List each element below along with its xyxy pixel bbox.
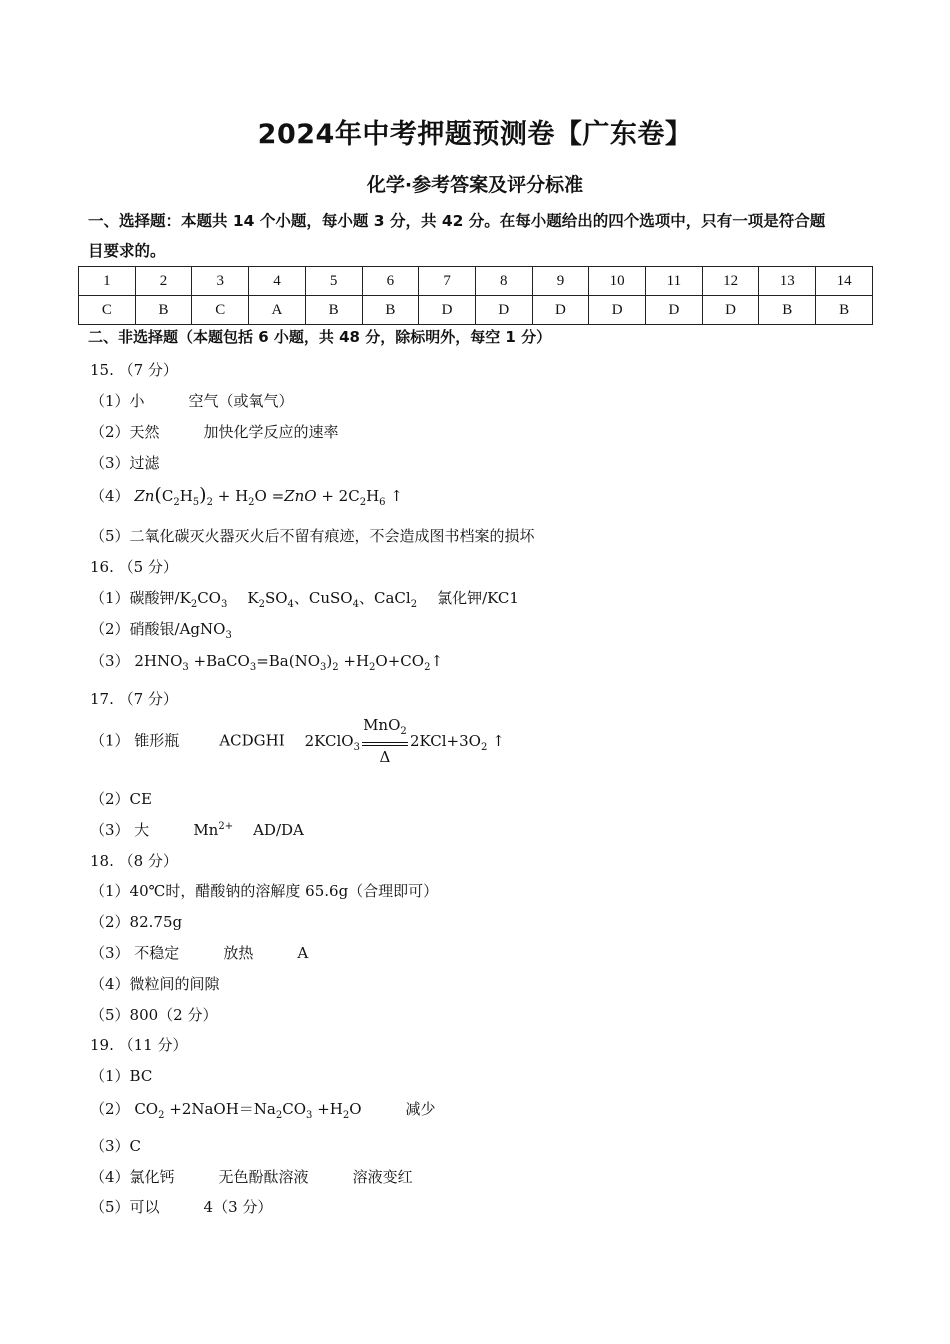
q19-2-tail: 减少	[405, 1100, 436, 1118]
q17-1-part-b: ACDGHI	[219, 731, 285, 750]
q17-heading: 17. （7 分）	[90, 690, 178, 708]
q16-1-label: （1）碳酸钾/K	[90, 589, 191, 607]
answer-cell: D	[589, 296, 646, 325]
question-number-cell: 5	[305, 267, 362, 296]
answer-cell: B	[816, 296, 873, 325]
q19-5-part-b: 4（3 分）	[203, 1198, 273, 1216]
q15-2-part-b: 加快化学反应的速率	[203, 423, 339, 441]
q19-answer-4	[90, 1166, 413, 1187]
q17-answer-2: （2）CE	[90, 790, 152, 808]
q19-2-equation: $CO_2$ $+2NaOH=Na_2CO_3 +H_2O$	[134, 1100, 362, 1121]
question-number-cell: 3	[192, 267, 249, 296]
q19-answer-5	[90, 1196, 272, 1217]
q19-4-part-b: 无色酚酞溶液	[218, 1168, 309, 1186]
q17-3-part-c: AD/DA	[253, 821, 304, 839]
q19-answer-3: （3）C	[90, 1137, 142, 1155]
q16-answer-1: （1）碳酸钾$/K_2CO_3$ $K_2SO_4$、CuSO$_4$、CaCl$_2$ 氯化钾/KC1	[90, 589, 519, 610]
q15-4-equation: $Zn(C_2H_5)_2 + H_2O =ZnO + 2C_2H_6$ ↑	[134, 484, 403, 508]
q19-2-label: （2）	[90, 1100, 130, 1118]
q19-5-part-a: （5）可以	[90, 1198, 160, 1216]
q18-3-part-a: （3） 不稳定	[90, 944, 180, 962]
q16-answer-3	[90, 650, 443, 673]
answer-cell: A	[249, 296, 306, 325]
section2-heading: 二、非选择题（本题包括 6 小题，共 48 分，除标明外，每空 1 分）	[88, 328, 552, 346]
answer-cell: B	[759, 296, 816, 325]
q19-answer-2	[90, 1098, 436, 1121]
section1-instructions-line1: 一、选择题：本题共 14 个小题，每小题 3 分，共 42 分。在每小题给出的四个选项中，只有一项是符合题	[88, 212, 826, 230]
question-number-cell: 1	[79, 267, 136, 296]
question-number-cell: 7	[419, 267, 476, 296]
answer-cell: D	[646, 296, 703, 325]
q15-answer-4	[90, 484, 403, 508]
question-number-cell: 13	[759, 267, 816, 296]
q18-answer-2: （2）82.75g	[90, 913, 183, 931]
q16-3-equation: $2HNO_3$ $+BaCO_3=Ba(NO_3)_2$ $+H_2O+CO_2↑$	[134, 652, 444, 673]
q18-heading: 18. （8 分）	[90, 852, 178, 870]
page-title: 2024年中考押题预测卷【广东卷】	[257, 119, 693, 150]
answer-table-answer-row	[79, 296, 873, 325]
q17-1-equation: 2KClO$_3$ $\frac{MnO_2}{\Delta}$ $2KCl+3O_2$ ↑	[304, 716, 505, 766]
question-number-cell: 2	[135, 267, 192, 296]
section1-instructions-line2: 目要求的。	[88, 242, 166, 260]
answer-cell: D	[532, 296, 589, 325]
q18-answer-3	[90, 942, 308, 963]
question-number-cell: 8	[475, 267, 532, 296]
answer-cell: D	[475, 296, 532, 325]
q17-answer-3: （3） 大 $Mn^{2+}$ AD/DA	[90, 821, 304, 839]
q17-3-part-a: （3） 大	[90, 821, 150, 839]
answer-cell: B	[305, 296, 362, 325]
q19-4-part-c: 溶液变红	[352, 1168, 413, 1186]
answer-cell: C	[192, 296, 249, 325]
q18-3-part-c: A	[297, 944, 309, 962]
question-number-cell: 9	[532, 267, 589, 296]
q17-catalyst: MnO	[363, 716, 401, 734]
q15-answer-1	[90, 390, 294, 411]
q17-1-part-a: （1） 锥形瓶	[90, 731, 180, 750]
q15-1-part-b: 空气（或氧气）	[188, 392, 294, 410]
answer-cell: D	[419, 296, 476, 325]
q17-heat-symbol: Δ	[379, 748, 391, 766]
q15-answer-2	[90, 421, 339, 442]
answer-cell: B	[135, 296, 192, 325]
q17-answer-1	[90, 716, 505, 767]
q19-answer-1: （1）BC	[90, 1067, 153, 1085]
question-number-cell: 12	[702, 267, 759, 296]
question-number-cell: 10	[589, 267, 646, 296]
answer-table	[78, 266, 873, 325]
section1-instructions	[88, 206, 868, 266]
q16-1-rest: 氯化钾/KC1	[437, 589, 519, 607]
q15-heading: 15. （7 分）	[90, 361, 178, 379]
q15-answer-3: （3）过滤	[90, 454, 160, 472]
answer-cell: D	[702, 296, 759, 325]
q18-answer-4: （4）微粒间的间隙	[90, 975, 220, 993]
q16-3-label: （3）	[90, 652, 130, 670]
question-number-cell: 4	[249, 267, 306, 296]
q15-answer-5: （5）二氧化碳灭火器灭火后不留有痕迹，不会造成图书档案的损坏	[90, 527, 535, 545]
q15-1-part-a: （1）小	[90, 392, 145, 410]
answer-cell: B	[362, 296, 419, 325]
page-subtitle: 化学·参考答案及评分标准	[366, 174, 584, 196]
q16-answer-2: （2）硝酸银/AgNO$_3$	[90, 620, 232, 641]
question-number-cell: 11	[646, 267, 703, 296]
answer-table-number-row	[79, 267, 873, 296]
q16-2-text: （2）硝酸银/AgNO	[90, 620, 226, 638]
q18-3-part-b: 放热	[223, 944, 254, 962]
q19-heading: 19. （11 分）	[90, 1036, 188, 1054]
question-number-cell: 14	[816, 267, 873, 296]
q19-4-part-a: （4）氯化钙	[90, 1168, 175, 1186]
q18-answer-1: （1）40℃时，醋酸钠的溶解度 65.6g（合理即可）	[90, 882, 439, 900]
q15-4-label: （4）	[90, 487, 130, 505]
q15-2-part-a: （2）天然	[90, 423, 160, 441]
q18-answer-5: （5）800（2 分）	[90, 1006, 218, 1024]
question-number-cell: 6	[362, 267, 419, 296]
q16-heading: 16. （5 分）	[90, 558, 178, 576]
q17-3-part-b: Mn	[193, 821, 219, 839]
answer-cell: C	[79, 296, 136, 325]
